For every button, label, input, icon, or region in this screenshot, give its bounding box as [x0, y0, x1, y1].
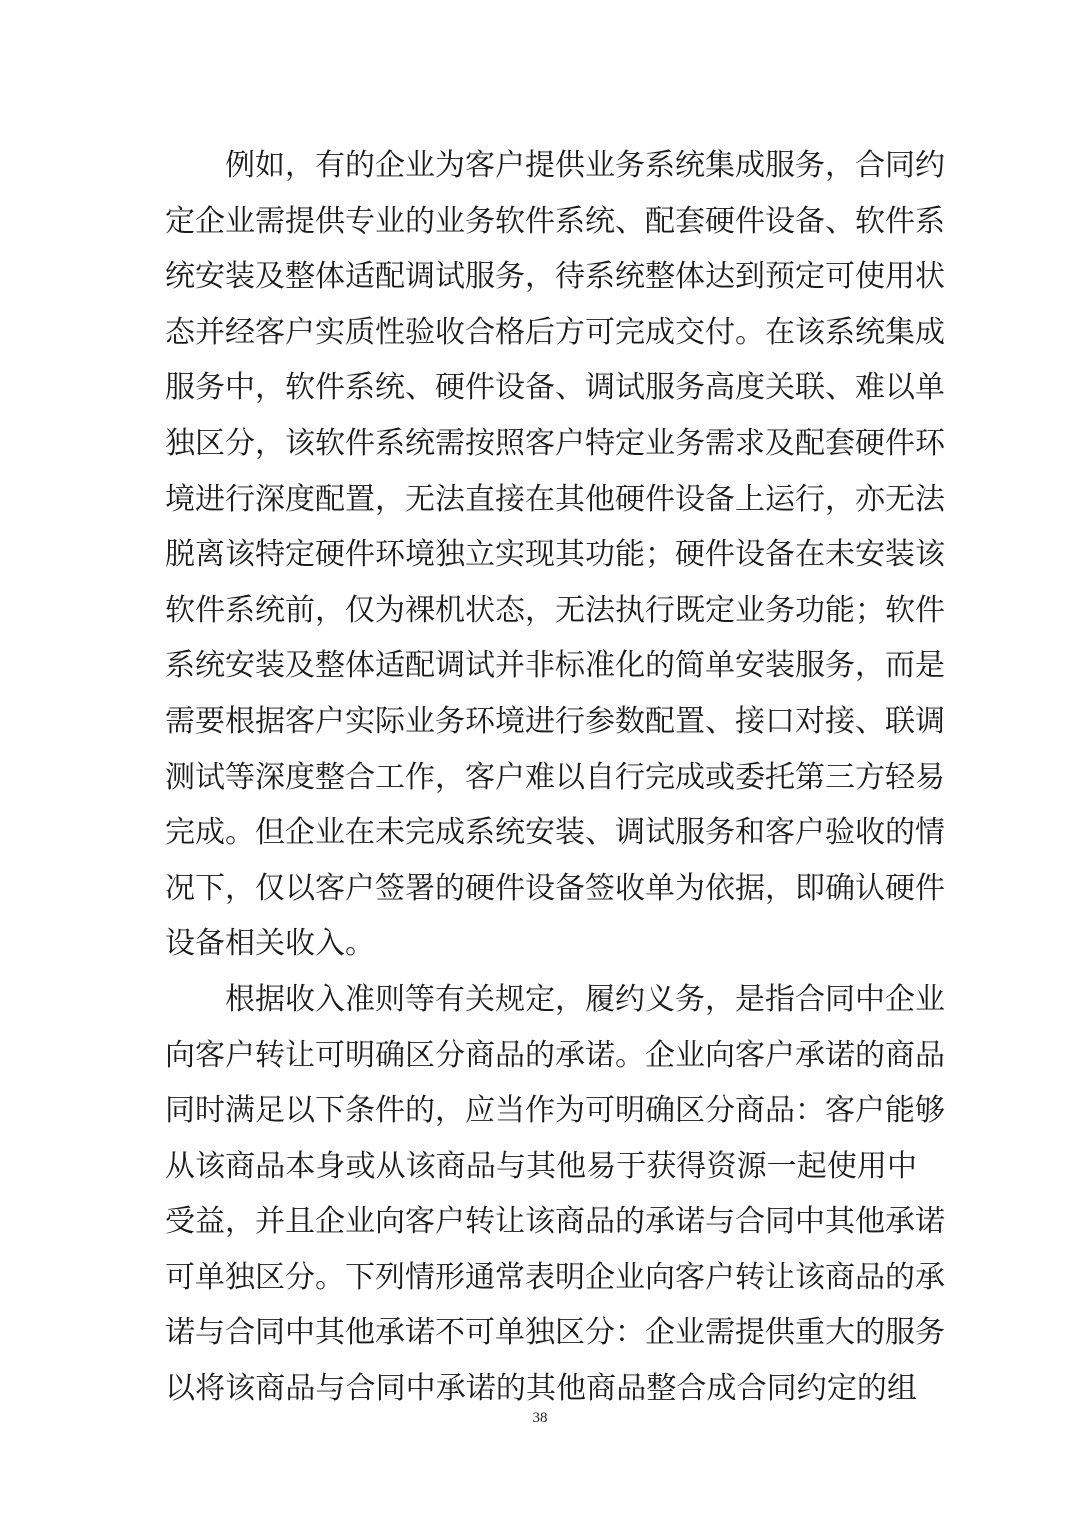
- text-line: 态并经客户实质性验收合格后方可完成交付。在该系统集成: [165, 314, 945, 350]
- text-line: 例如，有的企业为客户提供业务系统集成服务，合同约: [225, 148, 945, 183]
- text-line: 况下，仅以客户签署的硬件设备签收单为依据，即确认硬件: [165, 870, 945, 906]
- text-line: 系统安装及整体适配调试并非标准化的简单安装服务，而是: [165, 648, 945, 684]
- text-line: 设备相关收入。: [165, 926, 375, 962]
- text-line: 完成。但企业在未完成系统安装、调试服务和客户验收的情: [165, 815, 945, 851]
- text-line: 以将该商品与合同中承诺的其他商品整合成合同约定的组: [165, 1371, 917, 1407]
- text-line: 境进行深度配置，无法直接在其他硬件设备上运行，亦无法: [165, 481, 945, 517]
- paragraph-2: [165, 972, 945, 1417]
- text-line: 独区分，该软件系统需按照客户特定业务需求及配套硬件环: [165, 425, 945, 461]
- text-line: 软件系统前，仅为裸机状态，无法执行既定业务功能；软件: [165, 592, 945, 628]
- text-line: 服务中，软件系统、硬件设备、调试服务高度关联、难以单: [165, 370, 945, 406]
- text-line: 向客户转让可明确区分商品的承诺。企业向客户承诺的商品: [165, 1037, 945, 1073]
- text-line: 统安装及整体适配调试服务，待系统整体达到预定可使用状: [165, 259, 945, 295]
- text-line: 从该商品本身或从该商品与其他易于获得资源一起使用中: [165, 1148, 917, 1184]
- paragraph-1: [165, 138, 945, 972]
- document-body: [165, 138, 945, 1417]
- text-line: 测试等深度整合工作，客户难以自行完成或委托第三方轻易: [165, 759, 945, 795]
- text-line: 同时满足以下条件的，应当作为可明确区分商品：客户能够: [165, 1093, 945, 1129]
- text-line: 需要根据客户实际业务环境进行参数配置、接口对接、联调: [165, 703, 945, 739]
- text-line: 定企业需提供专业的业务软件系统、配套硬件设备、软件系: [165, 203, 945, 239]
- text-line: 根据收入准则等有关规定，履约义务，是指合同中企业: [225, 981, 945, 1017]
- text-line: 可单独区分。下列情形通常表明企业向客户转让该商品的承: [165, 1259, 945, 1295]
- text-line: 受益，并且企业向客户转让该商品的承诺与合同中其他承诺: [165, 1204, 945, 1240]
- text-line: 诺与合同中其他承诺不可单独区分：企业需提供重大的服务: [165, 1315, 945, 1351]
- text-line: 脱离该特定硬件环境独立实现其功能；硬件设备在未安装该: [165, 537, 945, 573]
- page-number: 38: [532, 1410, 548, 1426]
